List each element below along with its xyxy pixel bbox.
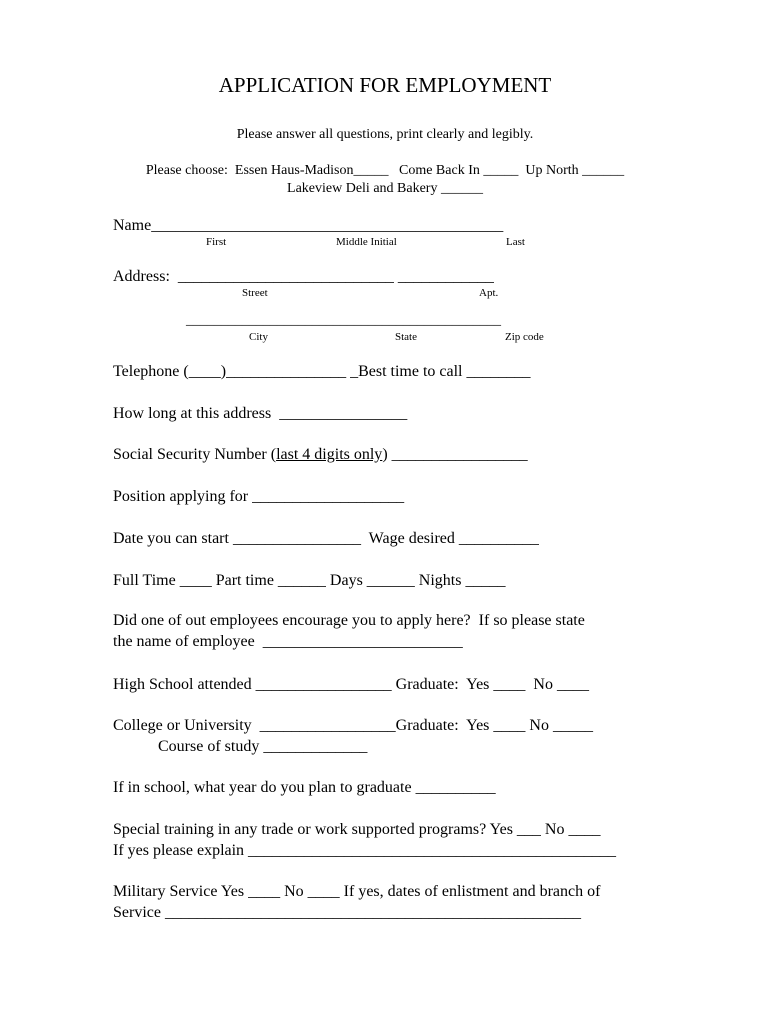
training-question[interactable]: Special training in any trade or work supported programs? Yes ___ No ____ [113,821,601,838]
referral-field[interactable]: the name of employee _________________________ [113,633,463,650]
instructions: Please answer all questions, print clearly and legibly. [236,127,534,142]
training-explain-field[interactable]: If yes please explain ______________________________________________ [113,842,617,859]
start-date-wage-field[interactable]: Date you can start ________________ Wage desired __________ [113,530,539,547]
ssn-emphasis: last 4 digits only [276,446,383,463]
telephone-field[interactable]: Telephone (____)_______________ _Best time to call ________ [113,363,531,380]
name-field[interactable]: Name____________________________________________ [113,217,504,234]
college-field[interactable]: College or University _________________Graduate: Yes ____ No _____ [113,717,593,734]
address-field[interactable]: Address: ___________________________ ____________ [113,268,494,285]
ssn-suffix: ) _________________ [382,446,528,463]
address-line-2-field[interactable]: _____________________________________________ [186,313,501,328]
schedule-field[interactable]: Full Time ____ Part time ______ Days ______ Nights _____ [113,572,506,589]
how-long-field[interactable]: How long at this address ________________ [113,405,408,422]
page-title: APPLICATION FOR EMPLOYMENT [218,73,552,97]
name-last-caption: Last [506,236,525,248]
location-choice-line-1[interactable]: Please choose: Essen Haus-Madison_____ Come Back In _____ Up North ______ [145,163,625,178]
address-state-caption: State [395,331,417,343]
address-zip-caption: Zip code [505,331,544,343]
high-school-field[interactable]: High School attended _________________ Graduate: Yes ____ No ____ [113,676,589,693]
military-question[interactable]: Military Service Yes ____ No ____ If yes, dates of enlistment and branch of [113,883,601,900]
name-first-caption: First [206,236,227,248]
address-street-caption: Street [242,287,268,299]
name-middle-caption: Middle Initial [336,236,397,248]
military-service-field[interactable]: Service ____________________________________________________ [113,904,581,921]
ssn-field[interactable] [113,446,528,464]
referral-question: Did one of out employees encourage you to apply here? If so please state [113,612,585,629]
location-choice-line-2[interactable]: Lakeview Deli and Bakery ______ [287,181,483,196]
position-field[interactable]: Position applying for ___________________ [113,488,405,505]
graduation-year-field[interactable]: If in school, what year do you plan to graduate __________ [113,779,496,796]
address-city-caption: City [249,331,268,343]
course-of-study-field[interactable]: Course of study _____________ [158,738,368,755]
ssn-prefix: Social Security Number ( [113,446,277,463]
address-apt-caption: Apt. [479,287,499,299]
